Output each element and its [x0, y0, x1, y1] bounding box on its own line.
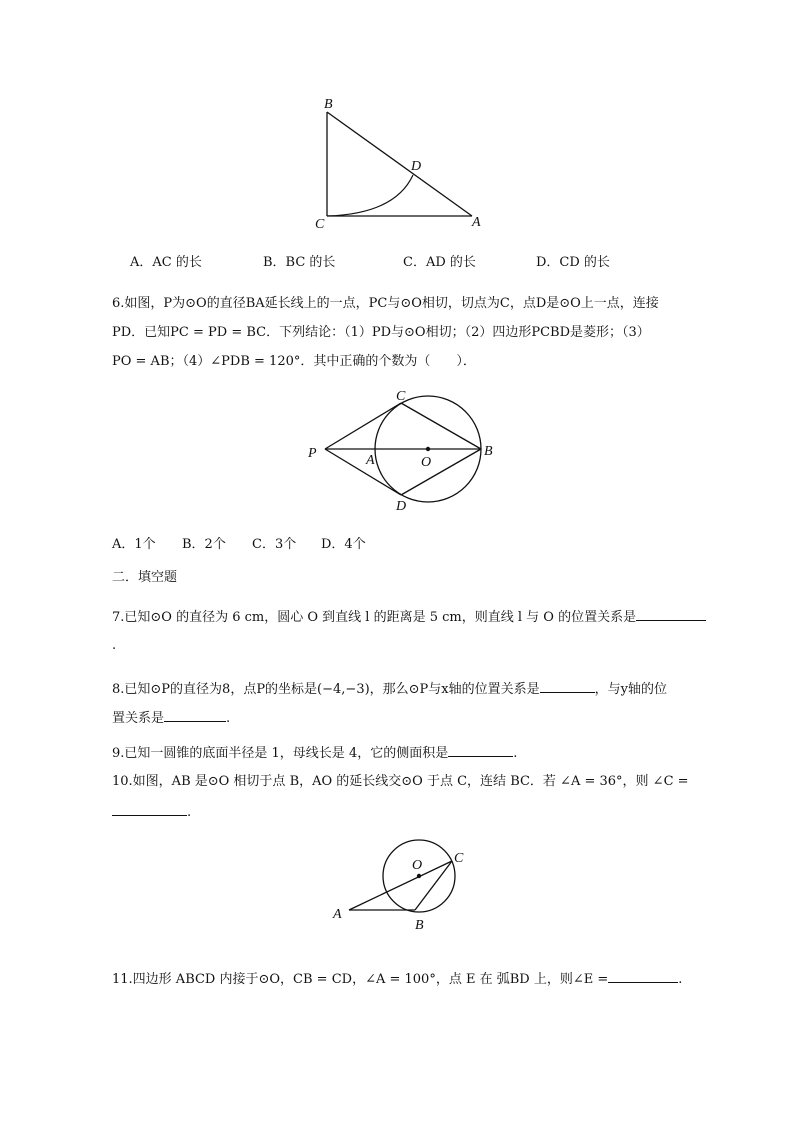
q8-text-1-after: ，与y轴的位	[594, 682, 667, 697]
q5-option-b[interactable]: B．BC 的长	[263, 255, 336, 270]
q5-option-c[interactable]: C．AD 的长	[403, 255, 476, 270]
q8-text-1: 8.已知⊙P的直径为8，点P的坐标是(−4,−3)，那么⊙P与x轴的位置关系是	[112, 682, 540, 697]
label-C: C	[315, 217, 325, 232]
q7-answer-blank[interactable]	[636, 606, 706, 621]
figure-circle-rhombus	[300, 382, 510, 517]
figure-triangle-arc	[300, 90, 500, 235]
q6-option-b[interactable]: B．2个	[182, 537, 226, 552]
segment-AC	[349, 861, 452, 910]
q8-text-2: 置关系是	[112, 711, 165, 726]
q10-answer-blank[interactable]	[112, 801, 187, 816]
figure-tangent-circle	[325, 837, 480, 937]
label-O: O	[412, 858, 423, 873]
q8-line-2	[112, 707, 230, 729]
q11-text: 11.四边形 ABCD 内接于⊙O，CB = CD，∠A = 100°，点 E 在 弧BD 上，则∠E =	[112, 972, 609, 987]
q6-option-d[interactable]: D．4个	[321, 537, 366, 552]
q8-line-1	[112, 678, 667, 700]
q5-option-d[interactable]: D．CD 的长	[536, 255, 610, 270]
center-point-O	[426, 447, 430, 451]
label-B: B	[484, 444, 493, 459]
q7-end: .	[112, 638, 117, 653]
label-C: C	[454, 851, 464, 866]
q10-line-1: 10.如图，AB 是⊙O 相切于点 B，AO 的延长线交⊙O 于点 C，连结 BC．若 ∠A = 36°，则 ∠C =	[112, 774, 689, 789]
q6-options	[112, 535, 412, 555]
label-A: A	[333, 907, 342, 922]
label-O: O	[421, 455, 432, 470]
label-A: A	[472, 215, 481, 230]
center-point-O	[417, 874, 421, 878]
label-A: A	[366, 453, 375, 468]
q10-end: .	[187, 805, 192, 820]
q9-answer-blank[interactable]	[448, 742, 513, 757]
q11-end: .	[678, 972, 683, 987]
q6-line-3: PO = AB；（4）∠PDB = 120°．其中正确的个数为（ ）．	[112, 354, 476, 369]
segment-CB	[401, 403, 481, 449]
q6-option-a[interactable]: A．1个	[112, 537, 156, 552]
q11-answer-blank[interactable]	[608, 968, 678, 983]
label-B: B	[324, 97, 333, 112]
label-B: B	[415, 918, 424, 933]
q8-end: .	[226, 711, 231, 726]
q7-text: 7.已知⊙O 的直径为 6 cm，圆心 O 到直线 l 的距离是 5 cm，则直线 l 与 O 的位置关系是	[112, 610, 637, 625]
label-D: D	[396, 499, 407, 514]
q11-line	[112, 968, 682, 990]
q8-answer-blank-1[interactable]	[540, 678, 595, 693]
segment-DB	[401, 449, 481, 495]
segment-PD	[325, 449, 401, 495]
q9-end: .	[513, 746, 518, 761]
q5-option-a[interactable]: A．AC 的长	[130, 255, 202, 270]
q9-text: 9.已知一圆锥的底面半径是 1，母线长是 4，它的侧面积是	[112, 746, 449, 761]
q5-options	[130, 253, 670, 273]
q9-line	[112, 742, 517, 764]
section-title-fill-in: 二．填空题	[112, 570, 178, 585]
q6-line-1: 6.如图，P为⊙O的直径BA延长线上的一点，PC与⊙O相切，切点为C，点D是⊙O上一点，连接	[112, 296, 659, 311]
segment-PC	[325, 403, 401, 449]
q6-line-2: PD．已知PC = PD = BC．下列结论：（1）PD与⊙O相切；（2）四边形PCBD是菱形；（3）	[112, 325, 650, 340]
label-P: P	[308, 446, 317, 461]
q8-answer-blank-2[interactable]	[164, 707, 226, 722]
segment-BA	[327, 112, 472, 216]
label-D: D	[411, 159, 422, 174]
q7-line	[112, 606, 706, 628]
q6-option-c[interactable]: C．3个	[252, 537, 297, 552]
label-C: C	[396, 389, 406, 404]
q10-line-2	[112, 801, 191, 823]
arc-CD	[327, 175, 413, 216]
